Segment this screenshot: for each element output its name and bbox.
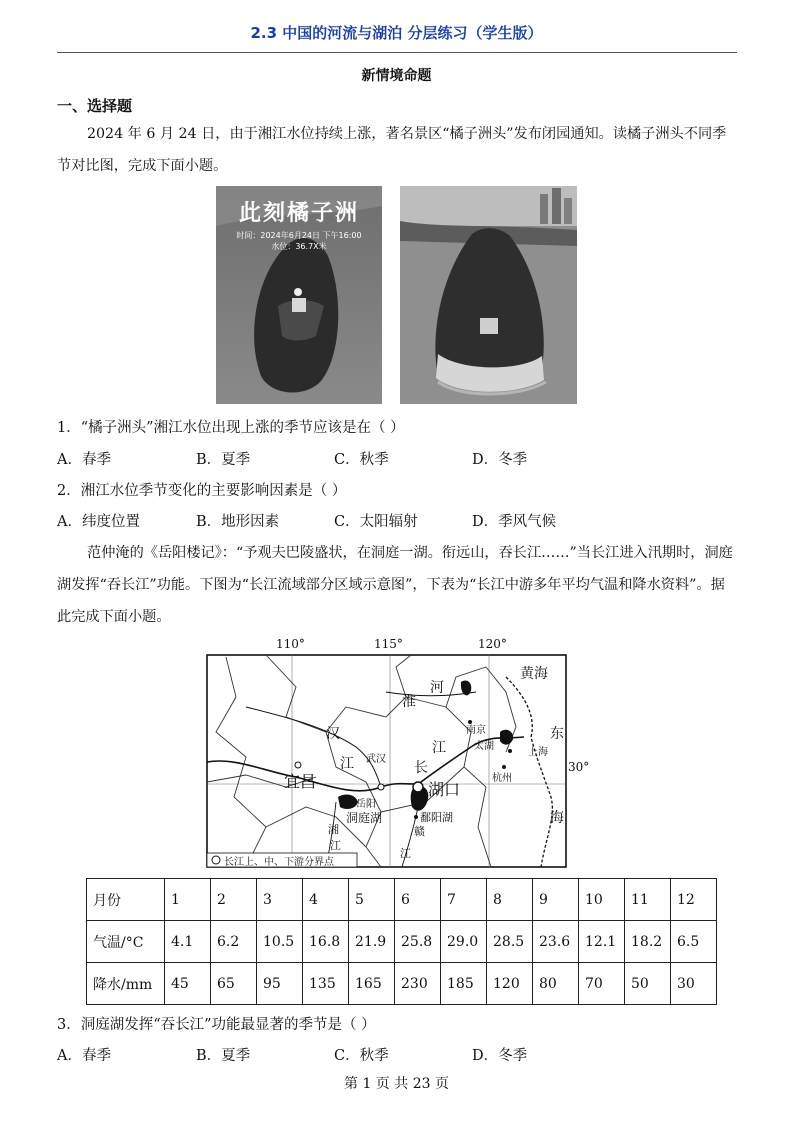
q2-option-b[interactable]: B．地形因素 (196, 514, 280, 530)
table-cell: 70 (579, 963, 625, 1005)
map-lon-115: 115° (374, 637, 403, 651)
table-cell: 135 (303, 963, 349, 1005)
map-label-huanghai: 黄海 (520, 666, 548, 682)
table-cell: 4 (303, 879, 349, 921)
map-label-han: 汉 (326, 726, 340, 742)
intro-paragraph-2: 范仲淹的《岳阳楼记》：“予观夫巴陵盛状，在洞庭一湖。衔远山，吞长江……”当长江进入汛期时，洞庭湖发挥“吞长江”功能。下图为“长江流域部分区域示意图”，下表为“长江中游多年平均气温和降水资料”。据此完成下面小题。 (57, 545, 733, 625)
table-cell: 7 (441, 879, 487, 921)
table-cell: 月份 (87, 879, 165, 921)
q1-option-b[interactable]: B．夏季 (196, 452, 251, 468)
map-label-yichang: 宜昌 (284, 772, 317, 791)
map-label-dongtinghu: 洞庭湖 (346, 811, 383, 825)
table-cell: 6.2 (211, 921, 257, 963)
map-label-wuhan: 武汉 (366, 754, 386, 765)
photo-caption-level: 水位：36.7X米 (271, 242, 327, 251)
table-cell: 80 (533, 963, 579, 1005)
map-lon-110: 110° (276, 637, 305, 651)
table-cell: 25.8 (395, 921, 441, 963)
table-row (87, 963, 717, 1005)
q3-option-a[interactable]: A．春季 (57, 1048, 111, 1064)
q1-option-a[interactable]: A．春季 (57, 452, 111, 468)
table-cell: 5 (349, 879, 395, 921)
photo-orange-isle-flood (216, 186, 382, 404)
table-cell: 10 (579, 879, 625, 921)
question-2: 2．湘江水位季节变化的主要影响因素是（ ） (57, 483, 347, 499)
map-label-nanjing: 南京 (466, 725, 486, 736)
q3-option-c[interactable]: C．秋季 (334, 1048, 389, 1064)
map-drawing (206, 637, 568, 869)
table-cell: 18.2 (625, 921, 671, 963)
header-divider (57, 52, 737, 53)
table-cell: 30 (671, 963, 717, 1005)
table-cell: 1 (165, 879, 211, 921)
map-label-gan-jiang: 江 (400, 847, 411, 860)
page-header-title: 2.3 中国的河流与湖泊 分层练习（学生版） (250, 24, 543, 42)
map-legend-text: 长江上、中、下游分界点 (224, 857, 334, 868)
map-lat-30: 30° (568, 760, 590, 774)
map-label-gan: 赣 (414, 825, 425, 838)
question-1: 1．“橘子洲头”湘江水位出现上涨的季节应该是在（ ） (57, 420, 405, 436)
table-cell: 9 (533, 879, 579, 921)
table-row (87, 879, 717, 921)
table-cell: 120 (487, 963, 533, 1005)
photo-orange-isle-dry-image (400, 186, 577, 404)
table-cell: 6.5 (671, 921, 717, 963)
part-title: 一、选择题 (57, 97, 133, 115)
map-label-dong: 东 (550, 726, 564, 742)
table-cell: 3 (257, 879, 303, 921)
table-cell: 16.8 (303, 921, 349, 963)
q3-option-d[interactable]: D．冬季 (472, 1048, 528, 1064)
q1-option-c[interactable]: C．秋季 (334, 452, 389, 468)
map-label-he: 河 (430, 680, 444, 696)
table-cell: 4.1 (165, 921, 211, 963)
table-cell: 降水/mm (87, 963, 165, 1005)
q1-option-d[interactable]: D．冬季 (472, 452, 528, 468)
map-label-taihu: 太湖 (474, 741, 494, 752)
map-lon-120: 120° (478, 637, 507, 651)
yangtze-basin-map (206, 637, 590, 869)
q2-option-a[interactable]: A．纬度位置 (57, 514, 140, 530)
map-label-yueyang: 岳阳 (356, 799, 376, 810)
table-cell: 185 (441, 963, 487, 1005)
map-label-shanghai: 上海 (528, 747, 548, 758)
table-cell: 95 (257, 963, 303, 1005)
table-cell: 10.5 (257, 921, 303, 963)
map-label-poyanghu: 鄱阳湖 (420, 811, 453, 824)
table-cell: 2 (211, 879, 257, 921)
table-cell: 12.1 (579, 921, 625, 963)
q2-option-c[interactable]: C．太阳辐射 (334, 514, 418, 530)
table-cell: 11 (625, 879, 671, 921)
page-footer: 第 1 页 共 23 页 (344, 1076, 449, 1092)
map-label-jiang-chang: 江 (432, 740, 446, 756)
map-label-jiang-han: 江 (340, 756, 354, 772)
table-cell: 23.6 (533, 921, 579, 963)
table-row (87, 921, 717, 963)
map-label-huai: 淮 (402, 694, 416, 710)
photo-title: 此刻橘子洲 (238, 201, 359, 226)
map-label-hukou: 湖口 (428, 780, 461, 799)
table-cell: 230 (395, 963, 441, 1005)
map-label-hangzhou: 杭州 (492, 773, 512, 784)
table-cell: 28.5 (487, 921, 533, 963)
table-cell: 8 (487, 879, 533, 921)
table-cell: 12 (671, 879, 717, 921)
table-cell: 45 (165, 963, 211, 1005)
question-3: 3．洞庭湖发挥“吞长江”功能最显著的季节是（ ） (57, 1017, 376, 1033)
map-label-hai: 海 (550, 810, 564, 826)
map-label-xiang: 湘 (328, 823, 339, 836)
map-label-chang: 长 (414, 760, 428, 776)
table-cell: 气温/°C (87, 921, 165, 963)
climate-table (86, 878, 717, 1005)
intro-paragraph-1: 2024 年 6 月 24 日，由于湘江水位持续上涨，著名景区“橘子洲头”发布闭园通知。读橘子洲头不同季节对比图，完成下面小题。 (57, 126, 727, 174)
q2-option-d[interactable]: D．季风气候 (472, 514, 557, 530)
section-title: 新情境命题 (361, 68, 432, 84)
q3-option-b[interactable]: B．夏季 (196, 1048, 251, 1064)
table-cell: 21.9 (349, 921, 395, 963)
table-cell: 29.0 (441, 921, 487, 963)
photo-orange-isle-dry (400, 186, 577, 404)
table-cell: 165 (349, 963, 395, 1005)
map-label-xiang-jiang: 江 (330, 839, 341, 852)
photo-caption-time: 时间：2024年6月24日 下午16:00 (236, 231, 362, 240)
table-cell: 6 (395, 879, 441, 921)
table-cell: 50 (625, 963, 671, 1005)
table-cell: 65 (211, 963, 257, 1005)
